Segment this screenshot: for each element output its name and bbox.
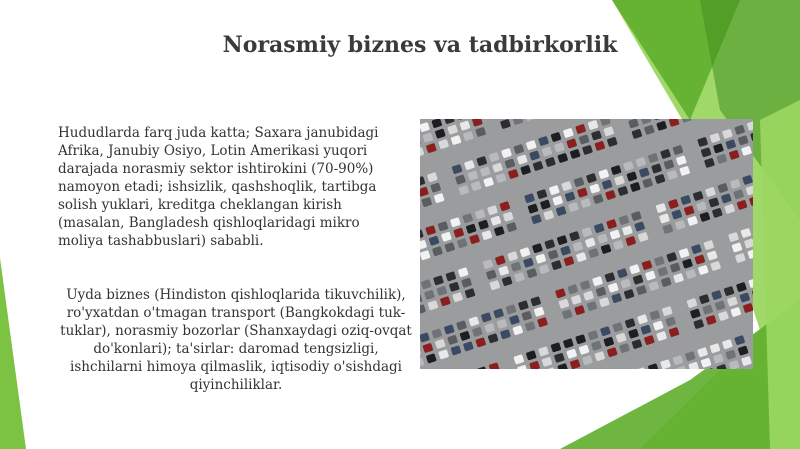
slide-title: Norasmiy biznes va tadbirkorlik (222, 32, 618, 58)
parking-lot-photo (420, 119, 753, 369)
paragraph-regional-differences: Hududlarda farq juda katta; Saxara janubidagi Afrika, Janubiy Osiyo, Lotin Amerikasi yuqori darajada norasmiy sektor ishtirokini (70-90%) namoyon etadi; ishsizlik, qashshoqlik, tartibga solish yuklari, kreditga cheklangan kirish (masalan, Bangladesh qishloqlaridagi mikro moliya tashabbuslari) sababli. (58, 125, 379, 249)
paragraph-examples: Uyda biznes (Hindiston qishloqlarida tikuvchilik), ro'yxatdan o'tmagan transport (Bangkokdagi tuk-tuklar), norasmiy bozorlar (Shanxaydagi oziq-ovqat do'konlari); ta'sirlar: daromad tengsizligi, ishchilarni himoya qilmaslik, iqtisodiy o'sishdagi qiyinchiliklar. (60, 287, 412, 393)
left-accent-shape (0, 258, 26, 449)
